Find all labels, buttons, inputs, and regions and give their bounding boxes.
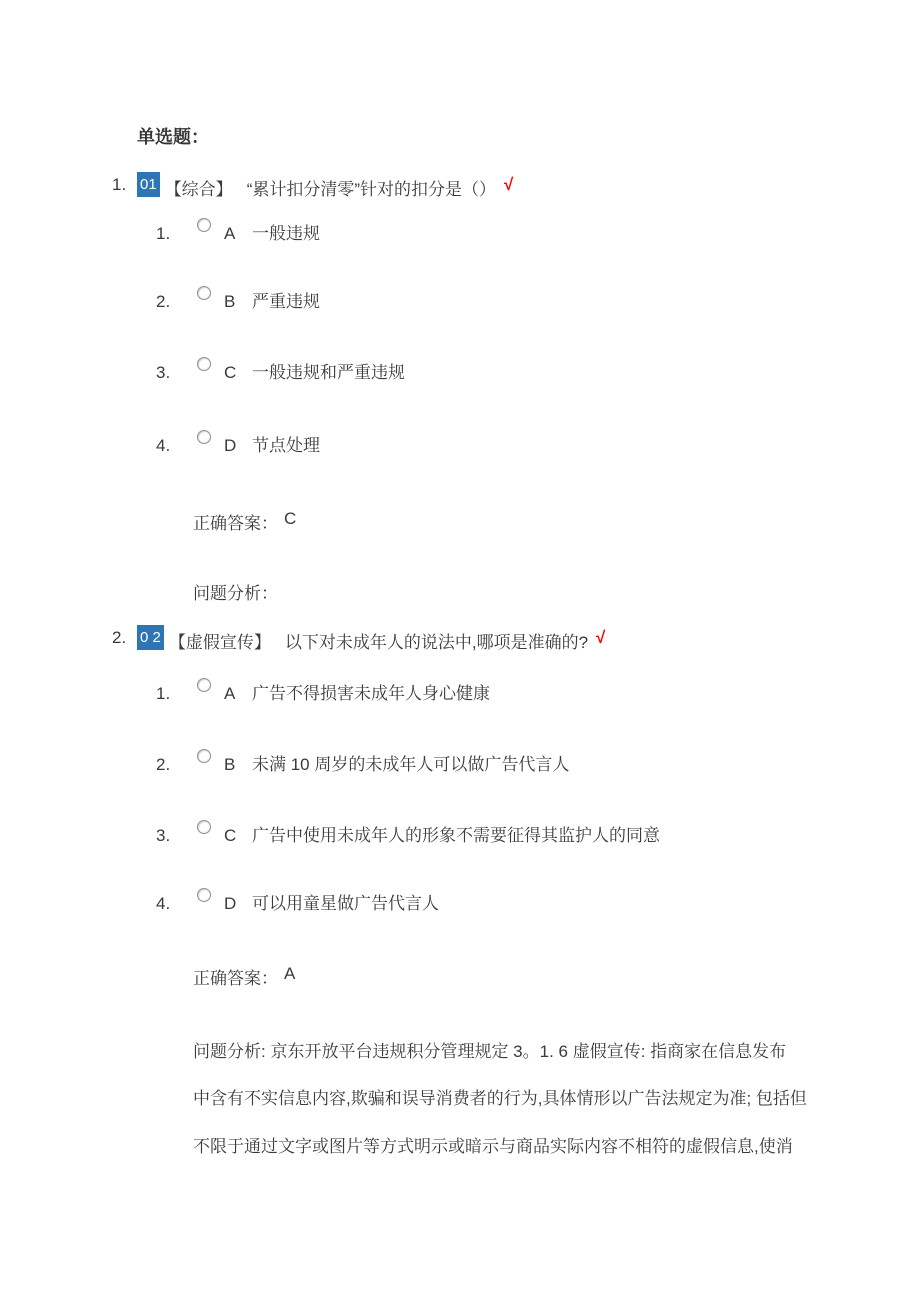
question-category-tag: 【虚假宣传】 xyxy=(168,633,271,652)
option-letter: D xyxy=(224,436,237,455)
option-letter: A xyxy=(224,684,236,703)
question-1-option-d xyxy=(156,436,320,456)
correct-check-icon: √ xyxy=(504,175,514,194)
option-text: 节点处理 xyxy=(252,436,320,455)
question-2-option-a xyxy=(156,684,490,704)
option-text: 严重违规 xyxy=(252,292,320,311)
option-letter: C xyxy=(224,826,237,845)
question-2-analysis-line: 问题分析: 京东开放平台违规积分管理规定 3。1. 6 虚假宣传: 指商家在信息发布 xyxy=(193,1042,787,1061)
answer-value: C xyxy=(284,509,297,528)
question-number: 1. xyxy=(112,175,127,194)
question-1-header xyxy=(112,172,513,200)
radio-button[interactable] xyxy=(197,749,211,763)
option-letter: B xyxy=(224,292,236,311)
radio-button[interactable] xyxy=(197,218,211,232)
question-2-analysis-line: 不限于通过文字或图片等方式明示或暗示与商品实际内容不相符的虚假信息,使消 xyxy=(193,1137,793,1156)
question-2-header xyxy=(112,625,605,653)
answer-value: A xyxy=(284,964,296,983)
option-number: 4. xyxy=(156,894,171,913)
question-1-option-c xyxy=(156,363,405,383)
option-text: 可以用童星做广告代言人 xyxy=(252,894,439,913)
question-2-option-b xyxy=(156,755,569,775)
question-text: “累计扣分清零”针对的扣分是（） xyxy=(246,180,497,199)
radio-button[interactable] xyxy=(197,820,211,834)
question-id-badge: 01 xyxy=(137,172,160,197)
answer-label: 正确答案： xyxy=(193,969,278,988)
radio-button[interactable] xyxy=(197,678,211,692)
option-letter: A xyxy=(224,224,236,243)
radio-button[interactable] xyxy=(197,430,211,444)
option-text: 未满 10 周岁的未成年人可以做广告代言人 xyxy=(252,755,570,774)
question-category-tag: 【综合】 xyxy=(164,180,233,199)
question-id-badge: 0 2 xyxy=(137,625,164,650)
radio-button[interactable] xyxy=(197,286,211,300)
question-2-option-c xyxy=(156,826,660,846)
option-text: 广告中使用未成年人的形象不需要征得其监护人的同意 xyxy=(252,826,660,845)
answer-label: 正确答案： xyxy=(193,514,278,533)
option-number: 3. xyxy=(156,826,171,845)
radio-button[interactable] xyxy=(197,888,211,902)
question-2-answer-row xyxy=(193,964,295,989)
option-number: 1. xyxy=(156,684,171,703)
option-letter: C xyxy=(224,363,237,382)
question-1-answer-row xyxy=(193,509,296,534)
question-1-option-a xyxy=(156,224,320,244)
question-1-option-b xyxy=(156,292,320,312)
question-text: 以下对未成年人的说法中,哪项是准确的? xyxy=(284,633,589,652)
option-number: 2. xyxy=(156,292,171,311)
option-number: 2. xyxy=(156,755,171,774)
option-number: 3. xyxy=(156,363,171,382)
question-2-option-d xyxy=(156,894,439,914)
option-letter: D xyxy=(224,894,237,913)
question-1-analysis-label: 问题分析： xyxy=(193,584,278,603)
correct-check-icon: √ xyxy=(596,628,606,647)
question-2-analysis-line: 中含有不实信息内容,欺骗和误导消费者的行为,具体情形以广告法规定为准; 包括但 xyxy=(193,1089,807,1108)
radio-button[interactable] xyxy=(197,357,211,371)
option-number: 4. xyxy=(156,436,171,455)
question-number: 2. xyxy=(112,628,127,647)
page-title: 单选题： xyxy=(137,127,209,147)
option-letter: B xyxy=(224,755,236,774)
option-text: 一般违规 xyxy=(252,224,320,243)
option-text: 一般违规和严重违规 xyxy=(252,363,405,382)
option-number: 1. xyxy=(156,224,171,243)
option-text: 广告不得损害未成年人身心健康 xyxy=(252,684,490,703)
